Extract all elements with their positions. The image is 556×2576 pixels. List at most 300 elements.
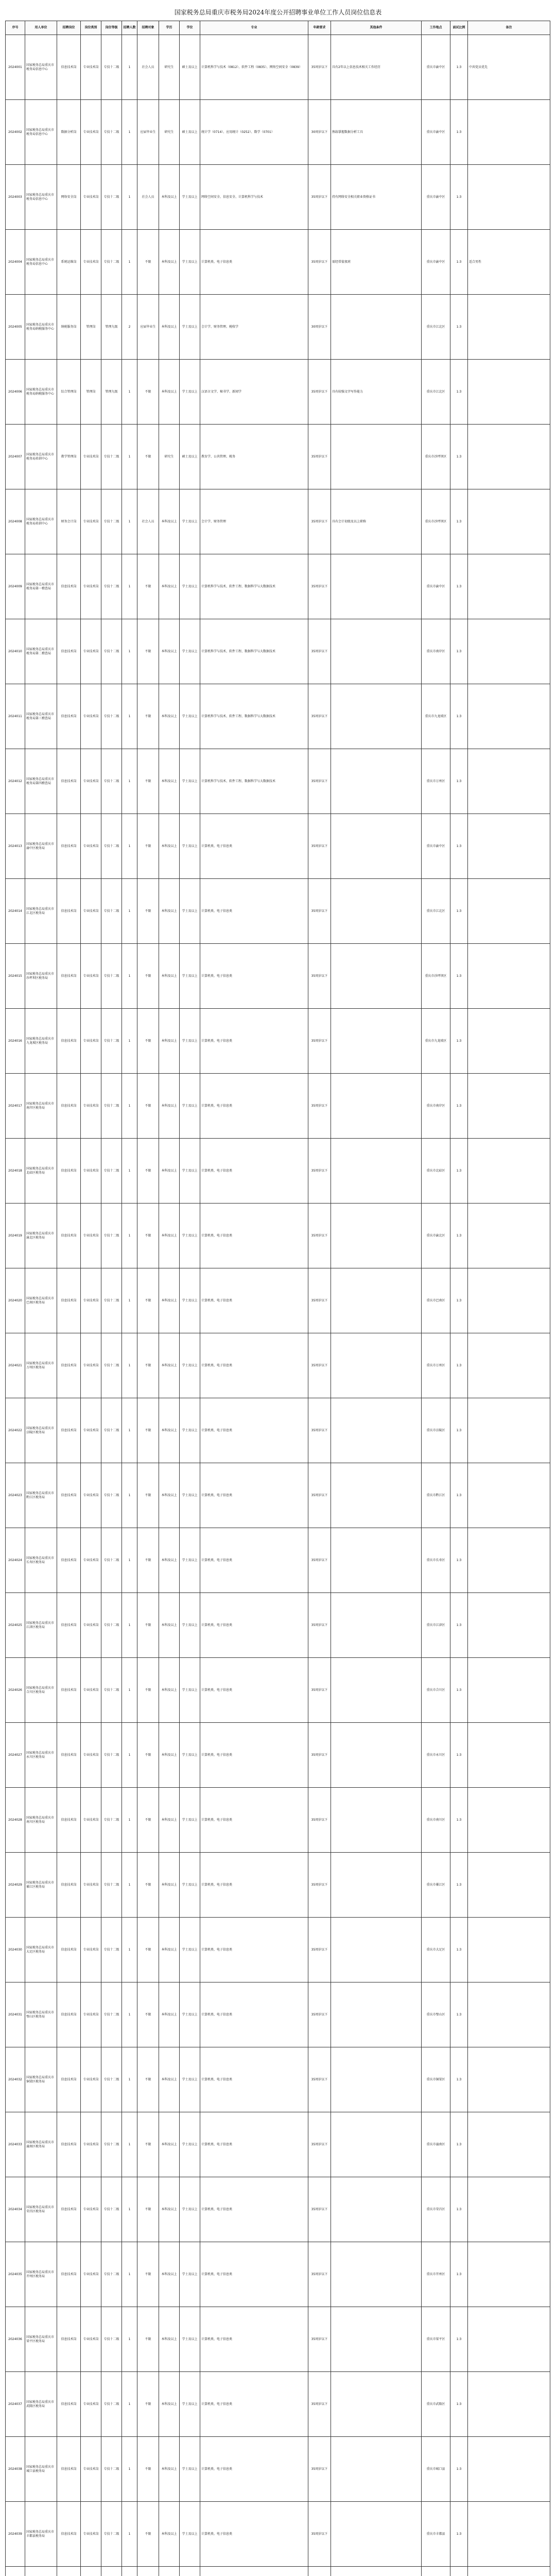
table-cell: 信息技术岗 [57, 554, 81, 619]
table-cell: 2024020 [6, 1268, 25, 1333]
table-cell: 不限 [137, 684, 159, 749]
table-cell: 计算机类、电子信息类 [200, 1074, 308, 1139]
table-cell: 学士及以上 [180, 1139, 200, 1204]
table-cell: 硕士及以上 [180, 100, 200, 165]
table-row [6, 1333, 550, 1398]
table-cell: 35周岁以下 [308, 749, 331, 814]
table-cell: 不限 [137, 2307, 159, 2372]
table-cell: 国家税务总局重庆市税务局信息中心 [25, 230, 57, 295]
table-row [6, 1658, 550, 1723]
table-cell [468, 100, 550, 165]
table-cell: 不限 [137, 749, 159, 814]
table-cell: 35周岁以下 [308, 2372, 331, 2437]
table-cell: 计算机类、电子信息类 [200, 2437, 308, 2502]
table-cell: 专业技术岗 [81, 2047, 101, 2112]
table-cell: 学士及以上 [180, 619, 200, 684]
table-cell: 重庆市巴南区 [422, 1268, 450, 1333]
table-cell: 学士及以上 [180, 1268, 200, 1333]
table-cell: 本科及以上 [159, 2047, 180, 2112]
table-cell [101, 2567, 122, 2576]
table-row [6, 684, 550, 749]
table-cell [308, 2567, 331, 2576]
table-cell [25, 2567, 57, 2576]
table-cell: 重庆市渝中区 [422, 230, 450, 295]
table-cell: 1:3 [450, 35, 468, 100]
table-cell: 国家税务总局重庆市璧山区税务局 [25, 1982, 57, 2047]
table-cell: 1 [122, 1788, 137, 1853]
table-cell: 计算机类、电子信息类 [200, 230, 308, 295]
table-cell: 专技十二级 [101, 684, 122, 749]
table-cell: 专业技术岗 [81, 2307, 101, 2372]
table-cell [331, 1723, 422, 1788]
table-cell: 1:3 [450, 879, 468, 944]
table-cell: 专技十二级 [101, 1982, 122, 2047]
table-cell: 重庆市渝北区 [422, 1204, 450, 1268]
table-cell [331, 944, 422, 1009]
table-cell: 2024012 [6, 749, 25, 814]
table-cell: 1:3 [450, 619, 468, 684]
table-cell: 数据分析岗 [57, 100, 81, 165]
job-table-wrapper [5, 21, 550, 2576]
table-cell [331, 2372, 422, 2437]
table-cell: 国家税务总局重庆市长寿区税务局 [25, 1528, 57, 1593]
table-cell [331, 1268, 422, 1333]
table-cell: 研究生 [159, 35, 180, 100]
table-cell [468, 1463, 550, 1528]
table-cell: 国家税务总局重庆市北碚区税务局 [25, 1139, 57, 1204]
table-row [6, 879, 550, 944]
column-header: 其他条件 [331, 21, 422, 35]
table-cell: 学士及以上 [180, 1788, 200, 1853]
table-cell: 国家税务总局重庆市税务局纳税服务中心 [25, 360, 57, 425]
table-cell [468, 879, 550, 944]
table-cell: 国家税务总局重庆市武隆区税务局 [25, 2372, 57, 2437]
table-cell: 计算机科学与技术、软件工程、数据科学与大数据技术 [200, 749, 308, 814]
table-cell: 重庆市涪陵区 [422, 1398, 450, 1463]
table-cell: 国家税务总局重庆市黔江区税务局 [25, 1463, 57, 1528]
table-cell: 2024009 [6, 554, 25, 619]
table-cell: 专技十二级 [101, 2047, 122, 2112]
table-cell: 计算机类、电子信息类 [200, 1918, 308, 1982]
table-cell: 系统运维岗 [57, 230, 81, 295]
table-cell: 学士及以上 [180, 1918, 200, 1982]
table-cell: 本科及以上 [159, 1788, 180, 1853]
table-cell: 35周岁以下 [308, 1398, 331, 1463]
table-cell: 专技十二级 [101, 749, 122, 814]
table-cell: 学士及以上 [180, 2307, 200, 2372]
table-cell: 计算机类、电子信息类 [200, 2502, 308, 2567]
table-cell [468, 2177, 550, 2242]
table-cell: 专技十二级 [101, 879, 122, 944]
table-cell: 具有会计初级及以上职称 [331, 489, 422, 554]
table-cell: 不限 [137, 2242, 159, 2307]
table-cell: 专业技术岗 [81, 554, 101, 619]
table-cell: 专业技术岗 [81, 165, 101, 230]
table-cell: 信息技术岗 [57, 1398, 81, 1463]
table-cell: 重庆市九龙坡区 [422, 684, 450, 749]
table-cell: 35周岁以下 [308, 554, 331, 619]
table-cell: 1 [122, 1658, 137, 1723]
table-cell: 国家税务总局重庆市开州区税务局 [25, 2242, 57, 2307]
column-header: 专业 [200, 21, 308, 35]
table-cell [331, 2242, 422, 2307]
table-cell: 信息技术岗 [57, 2372, 81, 2437]
table-cell: 学士及以上 [180, 360, 200, 425]
table-cell: 专技十二级 [101, 1333, 122, 1398]
table-cell [468, 1593, 550, 1658]
table-cell: 1 [122, 1074, 137, 1139]
table-cell: 信息技术岗 [57, 1853, 81, 1918]
table-cell: 学士及以上 [180, 1074, 200, 1139]
table-cell: 管理岗 [81, 360, 101, 425]
table-cell: 1 [122, 489, 137, 554]
table-cell: 35周岁以下 [308, 230, 331, 295]
table-cell [331, 1658, 422, 1723]
table-cell: 2024035 [6, 2242, 25, 2307]
table-cell: 本科及以上 [159, 1139, 180, 1204]
table-cell: 2024016 [6, 1009, 25, 1074]
table-cell: 不限 [137, 2437, 159, 2502]
table-cell: 国家税务总局重庆市合川区税务局 [25, 1658, 57, 1723]
table-cell: 重庆市铜梁区 [422, 2047, 450, 2112]
table-cell: 信息技术岗 [57, 1788, 81, 1853]
table-cell [468, 1723, 550, 1788]
table-row [6, 100, 550, 165]
table-cell [468, 2372, 550, 2437]
table-cell: 信息技术岗 [57, 944, 81, 1009]
table-cell: 本科及以上 [159, 295, 180, 360]
table-row [6, 1074, 550, 1139]
table-cell: 1:3 [450, 1982, 468, 2047]
table-cell: 计算机类、电子信息类 [200, 1463, 308, 1528]
table-cell: 1 [122, 1204, 137, 1268]
table-cell: 不限 [137, 1723, 159, 1788]
table-row [6, 1268, 550, 1333]
table-cell: 教学管理岗 [57, 425, 81, 489]
table-cell: 网络安全岗 [57, 165, 81, 230]
table-cell: 专技十二级 [101, 1853, 122, 1918]
table-cell: 计算机类、电子信息类 [200, 814, 308, 879]
table-cell: 1 [122, 814, 137, 879]
table-cell [331, 2502, 422, 2567]
table-cell: 信息技术岗 [57, 1658, 81, 1723]
table-cell [331, 2437, 422, 2502]
table-cell: 1 [122, 1918, 137, 1982]
table-cell: 信息技术岗 [57, 1074, 81, 1139]
table-cell [468, 425, 550, 489]
table-cell: 不限 [137, 814, 159, 879]
table-cell: 重庆市江津区 [422, 1593, 450, 1658]
table-cell: 学士及以上 [180, 1204, 200, 1268]
table-row [6, 1723, 550, 1788]
table-cell: 1:3 [450, 1853, 468, 1918]
table-cell: 2024017 [6, 1074, 25, 1139]
table-cell: 信息技术岗 [57, 35, 81, 100]
table-cell [468, 360, 550, 425]
column-header: 招聘岗位 [57, 21, 81, 35]
table-cell: 专业技术岗 [81, 1074, 101, 1139]
table-cell: 管理岗 [81, 295, 101, 360]
table-cell: 专技十二级 [101, 1918, 122, 1982]
table-cell [468, 2047, 550, 2112]
table-cell [468, 1009, 550, 1074]
table-cell: 学士及以上 [180, 489, 200, 554]
table-cell: 学士及以上 [180, 230, 200, 295]
table-cell: 计算机类、电子信息类 [200, 1723, 308, 1788]
table-cell: 本科及以上 [159, 1463, 180, 1528]
table-cell: 汉语言文学、秘书学、新闻学 [200, 360, 308, 425]
table-cell: 国家税务总局重庆市税务局第二稽查局 [25, 619, 57, 684]
table-cell [331, 1074, 422, 1139]
table-cell: 专业技术岗 [81, 1463, 101, 1528]
table-cell: 社会人员 [137, 165, 159, 230]
table-cell [331, 814, 422, 879]
table-cell: 重庆市南岸区 [422, 619, 450, 684]
table-cell: 35周岁以下 [308, 1658, 331, 1723]
table-cell: 重庆市沙坪坝区 [422, 425, 450, 489]
table-cell: 国家税务总局重庆市南川区税务局 [25, 1788, 57, 1853]
table-cell: 1 [122, 2177, 137, 2242]
table-cell: 专业技术岗 [81, 1723, 101, 1788]
table-cell [468, 1333, 550, 1398]
table-cell: 专技十二级 [101, 1074, 122, 1139]
table-cell: 重庆市江北区 [422, 879, 450, 944]
table-cell: 2024018 [6, 1139, 25, 1204]
table-cell: 具有较强文字写作能力 [331, 360, 422, 425]
table-cell: 专业技术岗 [81, 2177, 101, 2242]
table-cell: 计算机类、电子信息类 [200, 1009, 308, 1074]
table-cell: 学士及以上 [180, 1593, 200, 1658]
table-cell [468, 1658, 550, 1723]
table-cell: 本科及以上 [159, 1268, 180, 1333]
table-cell: 1:3 [450, 1658, 468, 1723]
table-cell [468, 1788, 550, 1853]
table-cell: 本科及以上 [159, 619, 180, 684]
table-cell: 教育学、公共管理、税务 [200, 425, 308, 489]
table-cell [468, 944, 550, 1009]
table-cell: 35周岁以下 [308, 2047, 331, 2112]
table-cell: 35周岁以下 [308, 1918, 331, 1982]
table-cell [331, 554, 422, 619]
table-cell: 学士及以上 [180, 1009, 200, 1074]
table-cell: 计算机类、电子信息类 [200, 1658, 308, 1723]
table-row [6, 1918, 550, 1982]
table-cell: 35周岁以下 [308, 489, 331, 554]
table-cell: 重庆市渝中区 [422, 100, 450, 165]
table-cell: 信息技术岗 [57, 1593, 81, 1658]
table-cell: 2024002 [6, 100, 25, 165]
table-cell: 信息技术岗 [57, 2307, 81, 2372]
table-cell: 计算机类、电子信息类 [200, 944, 308, 1009]
table-cell: 重庆市万州区 [422, 749, 450, 814]
table-cell [468, 684, 550, 749]
table-cell: 学士及以上 [180, 2047, 200, 2112]
table-cell: 专业技术岗 [81, 2372, 101, 2437]
column-header: 招聘人数 [122, 21, 137, 35]
table-cell: 信息技术岗 [57, 1333, 81, 1398]
table-cell: 35周岁以下 [308, 1204, 331, 1268]
table-cell: 本科及以上 [159, 2502, 180, 2567]
table-cell: 本科及以上 [159, 1723, 180, 1788]
table-cell [331, 879, 422, 944]
table-cell [331, 1398, 422, 1463]
table-cell: 不限 [137, 879, 159, 944]
table-cell: 信息技术岗 [57, 619, 81, 684]
table-cell: 专技十二级 [101, 35, 122, 100]
table-cell: 信息技术岗 [57, 2502, 81, 2567]
table-cell: 信息技术岗 [57, 1528, 81, 1593]
table-cell: 重庆市渝中区 [422, 554, 450, 619]
table-cell: 35周岁以下 [308, 2307, 331, 2372]
table-cell: 信息技术岗 [57, 1918, 81, 1982]
table-cell: 1 [122, 684, 137, 749]
table-cell: 本科及以上 [159, 489, 180, 554]
table-cell: 学士及以上 [180, 1853, 200, 1918]
table-cell: 不限 [137, 1139, 159, 1204]
table-cell: 本科及以上 [159, 554, 180, 619]
column-header: 岗位类别 [81, 21, 101, 35]
table-cell: 专技十二级 [101, 1528, 122, 1593]
column-header: 用人单位 [25, 21, 57, 35]
table-cell: 重庆市荣昌区 [422, 2177, 450, 2242]
table-row [6, 2372, 550, 2437]
table-cell: 不限 [137, 1788, 159, 1853]
table-cell: 2 [122, 295, 137, 360]
table-cell: 2024014 [6, 879, 25, 944]
table-cell: 1 [122, 100, 137, 165]
table-cell [331, 619, 422, 684]
table-cell [81, 2567, 101, 2576]
table-cell [331, 2307, 422, 2372]
table-cell: 重庆市北碚区 [422, 1139, 450, 1204]
table-cell: 国家税务总局重庆市税务局培训中心 [25, 489, 57, 554]
table-cell: 本科及以上 [159, 944, 180, 1009]
table-row [6, 1528, 550, 1593]
job-table [5, 21, 550, 2576]
table-cell: 2024023 [6, 1463, 25, 1528]
table-cell: 本科及以上 [159, 230, 180, 295]
table-cell: 1:3 [450, 360, 468, 425]
table-cell: 本科及以上 [159, 2112, 180, 2177]
table-cell: 国家税务总局重庆市税务局第四稽查局 [25, 749, 57, 814]
table-cell: 学士及以上 [180, 1528, 200, 1593]
table-cell: 重庆市沙坪坝区 [422, 489, 450, 554]
table-cell: 2024038 [6, 2437, 25, 2502]
table-cell: 本科及以上 [159, 2307, 180, 2372]
table-cell: 35周岁以下 [308, 165, 331, 230]
table-cell: 管理九级 [101, 360, 122, 425]
table-cell: 计算机类、电子信息类 [200, 2112, 308, 2177]
table-row [6, 2437, 550, 2502]
table-cell: 不限 [137, 2047, 159, 2112]
table-cell: 熟练掌握数据分析工具 [331, 100, 422, 165]
table-cell [468, 554, 550, 619]
table-cell: 信息技术岗 [57, 2177, 81, 2242]
table-cell: 信息技术岗 [57, 1268, 81, 1333]
table-cell: 不限 [137, 1268, 159, 1333]
table-cell: 不限 [137, 1853, 159, 1918]
table-cell: 1 [122, 1398, 137, 1463]
table-cell [137, 2567, 159, 2576]
table-cell: 1:3 [450, 165, 468, 230]
table-cell: 专技十二级 [101, 1463, 122, 1528]
table-cell: 不限 [137, 1593, 159, 1658]
table-cell: 35周岁以下 [308, 1463, 331, 1528]
table-cell: 1:3 [450, 2112, 468, 2177]
column-header: 学位 [180, 21, 200, 35]
table-cell: 重庆市沙坪坝区 [422, 944, 450, 1009]
table-cell: 1:3 [450, 2177, 468, 2242]
table-cell: 2024026 [6, 1658, 25, 1723]
table-cell: 35周岁以下 [308, 1593, 331, 1658]
table-cell: 专业技术岗 [81, 1204, 101, 1268]
table-cell: 不限 [137, 1982, 159, 2047]
table-cell: 专业技术岗 [81, 1528, 101, 1593]
table-cell [331, 1853, 422, 1918]
table-cell: 计算机科学与技术、软件工程、数据科学与大数据技术 [200, 619, 308, 684]
table-cell: 学士及以上 [180, 879, 200, 944]
table-cell: 学士及以上 [180, 2112, 200, 2177]
table-cell: 1:3 [450, 814, 468, 879]
table-cell: 1:3 [450, 1788, 468, 1853]
table-cell [57, 2567, 81, 2576]
table-cell [468, 749, 550, 814]
table-cell: 重庆市南川区 [422, 1788, 450, 1853]
table-cell [468, 619, 550, 684]
table-cell: 学士及以上 [180, 814, 200, 879]
table-row [6, 554, 550, 619]
table-cell: 1:3 [450, 1139, 468, 1204]
table-cell: 35周岁以下 [308, 2112, 331, 2177]
table-cell: 本科及以上 [159, 165, 180, 230]
table-cell: 国家税务总局重庆市城口县税务局 [25, 2437, 57, 2502]
table-row [6, 944, 550, 1009]
table-cell [468, 165, 550, 230]
table-cell: 1 [122, 2307, 137, 2372]
table-cell: 学士及以上 [180, 684, 200, 749]
table-cell: 不限 [137, 2502, 159, 2567]
table-cell: 信息技术岗 [57, 749, 81, 814]
table-cell: 1 [122, 35, 137, 100]
table-cell: 专技十二级 [101, 100, 122, 165]
table-cell: 学士及以上 [180, 2437, 200, 2502]
table-cell: 财务会计岗 [57, 489, 81, 554]
table-cell [331, 1528, 422, 1593]
table-cell: 重庆市武隆区 [422, 2372, 450, 2437]
table-cell: 1:3 [450, 100, 468, 165]
table-cell: 本科及以上 [159, 1528, 180, 1593]
table-cell: 2024010 [6, 619, 25, 684]
table-cell: 综合管理岗 [57, 360, 81, 425]
table-cell: 国家税务总局重庆市丰都县税务局 [25, 2502, 57, 2567]
table-cell: 35周岁以下 [308, 2242, 331, 2307]
table-cell: 本科及以上 [159, 1204, 180, 1268]
table-cell: 应届毕业生 [137, 100, 159, 165]
table-row [6, 489, 550, 554]
table-cell: 国家税务总局重庆市江北区税务局 [25, 879, 57, 944]
table-row [6, 2307, 550, 2372]
table-cell: 信息技术岗 [57, 814, 81, 879]
table-cell: 35周岁以下 [308, 1853, 331, 1918]
table-cell: 重庆市璧山区 [422, 1982, 450, 2047]
table-cell: 1 [122, 944, 137, 1009]
table-cell: 不限 [137, 1463, 159, 1528]
table-cell: 1:3 [450, 2242, 468, 2307]
table-cell [331, 1009, 422, 1074]
table-row [6, 2567, 550, 2576]
table-row [6, 814, 550, 879]
table-cell: 2024019 [6, 1204, 25, 1268]
